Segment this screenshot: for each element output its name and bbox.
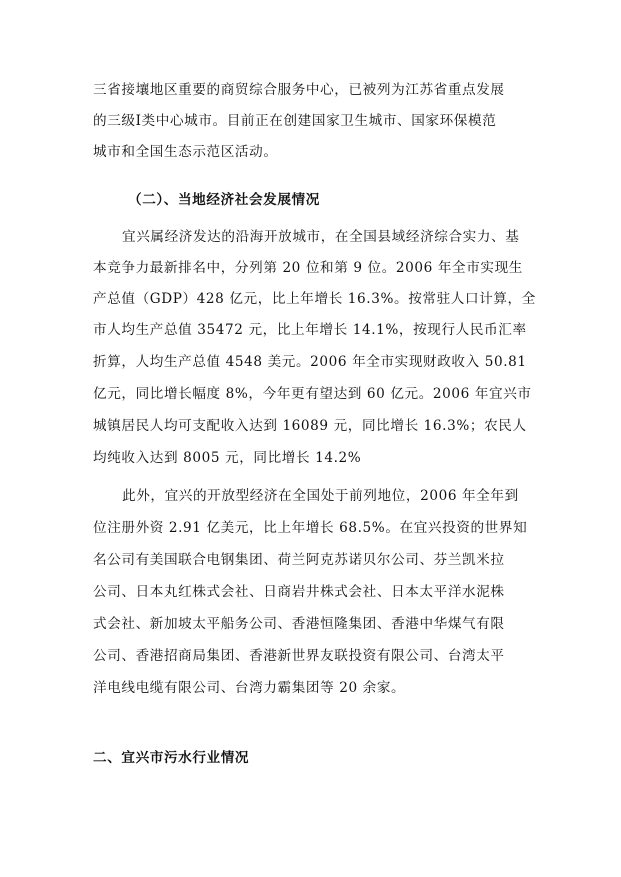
paragraph-2-line-4: 公司、日本丸红株式会社、日商岩井株式会社、日本太平洋水泥株 xyxy=(93,584,505,600)
paragraph-1-line-7: 城镇居民人均可支配收入达到 16089 元，同比增长 16.3%；农民人 xyxy=(93,418,527,434)
paragraph-1-line-5: 折算，人均生产总值 4548 美元。2006 年全市实现财政收入 50.81 xyxy=(93,354,527,370)
paragraph-2-line-6: 公司、香港招商局集团、香港新世界友联投资有限公司、台湾太平 xyxy=(93,648,505,664)
paragraph-2-line-3: 名公司有美国联合电钢集团、荷兰阿克苏诺贝尔公司、芬兰凯米拉 xyxy=(93,552,505,568)
section-2-heading: （二）、当地经济社会发展情况 xyxy=(128,192,320,208)
paragraph-1-line-1: 宜兴属经济发达的沿海开放城市，在全国县域经济综合实力、基 xyxy=(122,229,520,245)
paragraph-2-line-7: 洋电线电缆有限公司、台湾力霸集团等 20 余家。 xyxy=(93,680,406,696)
paragraph-1-line-8: 均纯收入达到 8005 元，同比增长 14.2% xyxy=(93,450,362,466)
paragraph-2-line-2: 位注册外资 2.91 亿美元，比上年增长 68.5%。在宜兴投资的世界知 xyxy=(93,520,528,536)
paragraph-1-line-2: 本竞争力最新排名中，分列第 20 位和第 9 位。2006 年全市实现生 xyxy=(93,260,523,276)
paragraph-2-line-5: 式会社、新加坡太平船务公司、香港恒隆集团、香港中华煤气有限 xyxy=(93,616,505,632)
chapter-2-heading: 二、宜兴市污水行业情况 xyxy=(93,750,250,766)
paragraph-1-line-6: 亿元，同比增长幅度 8%，今年更有望达到 60 亿元。2006 年宜兴市 xyxy=(93,386,532,402)
intro-line-3: 城市和全国生态示范区活动。 xyxy=(93,144,278,160)
intro-line-2: 的三级Ⅰ类中心城市。目前正在创建国家卫生城市、国家环保模范 xyxy=(93,113,497,129)
paragraph-1-line-4: 市人均生产总值 35472 元，比上年增长 14.1%，按现行人民币汇率 xyxy=(93,322,527,338)
paragraph-2-line-1: 此外，宜兴的开放型经济在全国处于前列地位，2006 年全年到 xyxy=(122,488,519,504)
intro-line-1: 三省接壤地区重要的商贸综合服务中心，已被列为江苏省重点发展 xyxy=(93,82,505,98)
paragraph-1-line-3: 产总值（GDP）428 亿元，比上年增长 16.3%。按常驻人口计算，全 xyxy=(93,291,536,307)
